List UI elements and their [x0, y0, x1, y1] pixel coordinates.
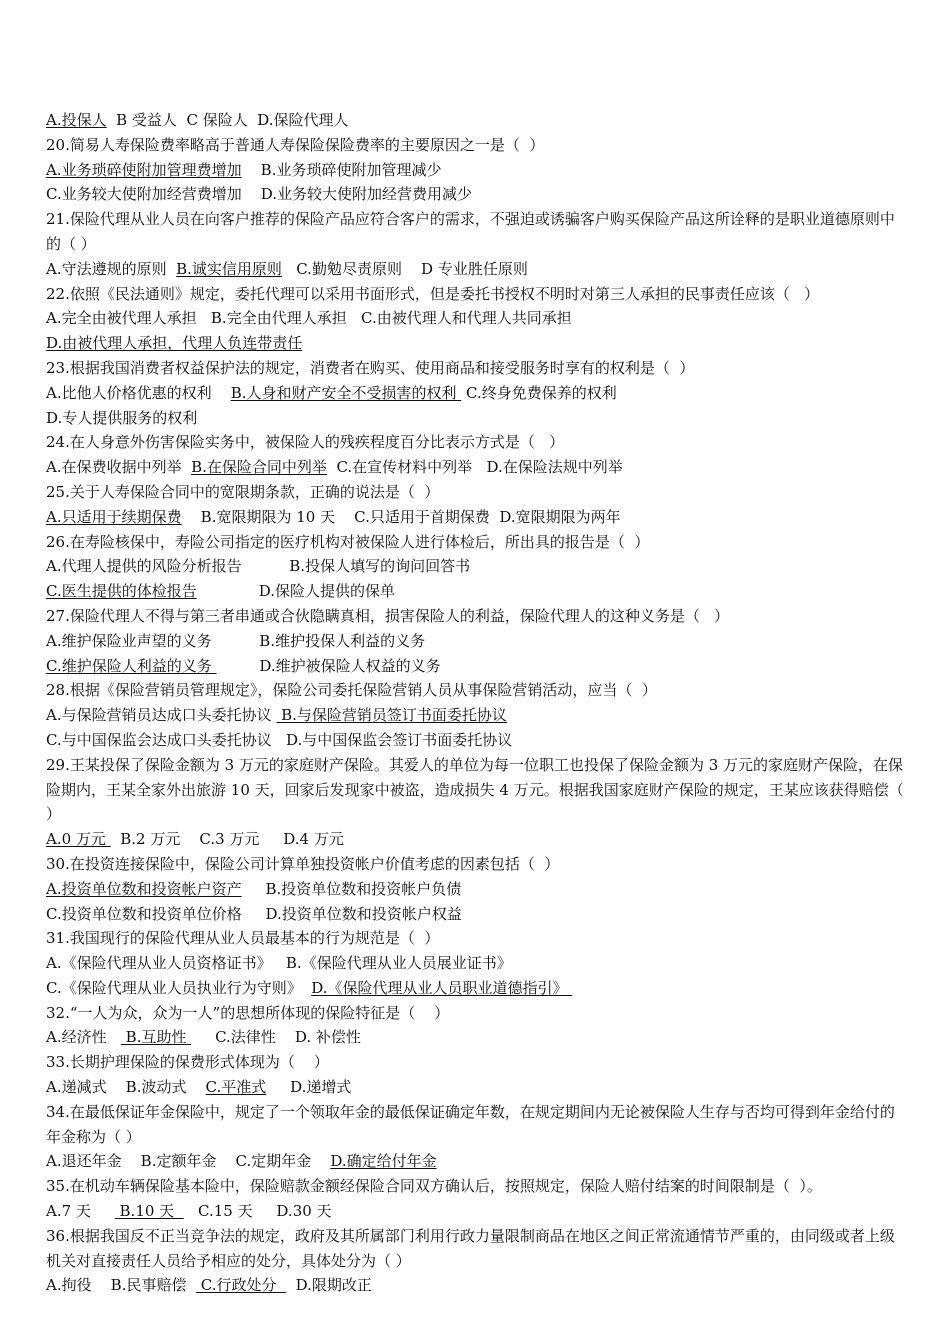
text-segment: 21.保险代理从业人员在向客户推荐的保险产品应符合客户的需求，不强迫或诱骗客户购买保险产品这所诠释的是职业道德原则中的（ ） — [46, 210, 895, 253]
text-line — [46, 976, 908, 1001]
text-line — [46, 1050, 908, 1075]
answer-underlined: A.投保人 — [46, 111, 107, 129]
answer-underlined: C.平准式 — [205, 1078, 267, 1097]
text-line — [46, 158, 908, 183]
text-line — [46, 331, 908, 356]
text-line — [46, 1149, 908, 1174]
text-segment: A.完全由被代理人承担 B.完全由代理人承担 C.由被代理人和代理人共同承担 — [46, 309, 572, 328]
text-line — [46, 182, 908, 207]
text-line — [46, 455, 908, 480]
text-line — [46, 753, 908, 827]
text-line — [46, 108, 908, 133]
text-segment: 36.根据我国反不正当竞争法的规定，政府及其所属部门利用行政力量限制商品在地区之间正常流通情节严重的，由同级或者上级机关对直接责任人员给予相应的处分，具体处分为（ ） — [46, 1226, 895, 1270]
text-line — [46, 1273, 908, 1298]
text-segment: A.《保险代理从业人员资格证书》 B.《保险代理从业人员展业证书》 — [46, 954, 512, 973]
answer-underlined: B.互助性 — [120, 1028, 192, 1047]
text-segment: C.业务较大使附加经营费增加 D.业务较大使附加经营费用减少 — [46, 185, 473, 204]
answer-underlined: C.维护保险人利益的义务 — [46, 656, 217, 675]
text-line — [46, 530, 908, 555]
answer-underlined: A.业务琐碎使附加管理费增加 — [46, 160, 242, 179]
answer-underlined: D.《保险代理从业人员职业道德指引》 — [311, 978, 573, 997]
text-segment: 29.王某投保了保险金额为 3 万元的家庭财产保险。其爱人的单位为每一位职工也投保了保险金额为 3 万元的家庭财产保险，在保险期内，王某全家外出旅游 10 天，回家后发现家中被盗，造成损失 4 万元。根据我国家庭财产保险的规定，王某应该获得赔偿（ ） — [46, 755, 904, 824]
text-segment: B.2 万元 C.3 万元 D.4 万元 — [110, 830, 344, 849]
text-line — [46, 1224, 908, 1274]
text-line — [46, 406, 908, 431]
text-line — [46, 579, 908, 604]
answer-underlined: B.与保险营销员签订书面委托协议 — [276, 706, 507, 725]
text-segment: 25.关于人寿保险合同中的宽限期条款，正确的说法是（ ） — [46, 482, 440, 501]
text-segment: 24.在人身意外伤害保险实务中，被保险人的残疾程度百分比表示方式是（ ） — [46, 433, 565, 452]
text-segment: B 受益人 C 保险人 D.保险代理人 — [106, 111, 349, 129]
answer-underlined: C.医生提供的体检报告 — [46, 582, 197, 601]
text-line — [46, 1025, 908, 1050]
text-segment: C.法律性 D. 补偿性 — [191, 1028, 361, 1047]
text-segment: D.限期改正 — [286, 1276, 372, 1295]
text-segment: A.代理人提供的风险分析报告 B.投保人填写的询问回答书 — [46, 557, 471, 576]
text-line — [46, 282, 908, 307]
text-segment: C.在宣传材料中列举 D.在保险法规中列举 — [326, 458, 623, 477]
text-segment: B.宽限期限为 10 天 C.只适用于首期保费 D.宽限期限为两年 — [181, 507, 621, 526]
text-line — [46, 703, 908, 728]
answer-underlined: A.0 万元 — [46, 830, 111, 849]
text-segment: 26.在寿险核保中，寿险公司指定的医疗机构对被保险人进行体检后，所出具的报告是（ ） — [46, 532, 650, 551]
text-segment: 32.“一人为众，众为一人”的思想所体现的保险特征是（ ） — [46, 1003, 450, 1022]
text-segment: A.在保费收据中列举 — [46, 458, 192, 477]
text-segment: 34.在最低保证年金保险中，规定了一个领取年金的最低保证确定年数，在规定期间内无论被保险人生存与否均可得到年金给付的年金称为（ ） — [46, 1102, 895, 1146]
text-segment: A.比他人价格优惠的权利 — [46, 383, 231, 402]
text-segment: A.维护保险业声望的义务 B.维护投保人利益的义务 — [46, 631, 426, 650]
text-line — [46, 902, 908, 927]
text-line — [46, 306, 908, 331]
text-segment: D.专人提供服务的权利 — [46, 408, 198, 427]
text-segment: C.终身免费保养的权利 — [461, 383, 617, 402]
text-segment: 35.在机动车辆保险基本险中，保险赔款金额经保险合同双方确认后，按照规定，保险人赔付结案的时间限制是（ ）。 — [46, 1177, 822, 1196]
text-segment: 22.依照《民法通则》规定，委托代理可以采用书面形式，但是委托书授权不明时对第三人承担的民事责任应该（ ） — [46, 284, 820, 303]
document-body — [46, 108, 908, 1298]
text-segment: 30.在投资连接保险中，保险公司计算单独投资帐户价值考虑的因素包括（ ） — [46, 854, 560, 873]
text-line — [46, 926, 908, 951]
text-segment: 23.根据我国消费者权益保护法的规定，消费者在购买、使用商品和接受服务时享有的权利是（ ） — [46, 358, 695, 377]
text-line — [46, 1174, 908, 1199]
answer-underlined: C.行政处分 — [196, 1276, 287, 1295]
text-line — [46, 480, 908, 505]
text-line — [46, 654, 908, 679]
answer-underlined: B.人身和财产安全不受损害的权利 — [230, 383, 462, 402]
text-line — [46, 951, 908, 976]
text-segment: A.守法遵规的原则 — [46, 259, 177, 278]
text-segment: 20.简易人寿保险费率略高于普通人寿保险保险费率的主要原因之一是（ ） — [46, 135, 545, 154]
text-line — [46, 877, 908, 902]
text-line — [46, 678, 908, 703]
text-segment: A.与保险营销员达成口头委托协议 — [46, 706, 277, 725]
answer-underlined: D.由被代理人承担，代理人负连带责任 — [46, 334, 303, 353]
text-line — [46, 133, 908, 158]
answer-underlined: D.确定给付年金 — [330, 1152, 437, 1171]
text-line — [46, 827, 908, 852]
text-segment: A.拘役 B.民事赔偿 — [46, 1276, 197, 1295]
text-segment: A.7 天 — [46, 1202, 115, 1221]
text-segment: 31.我国现行的保险代理从业人员最基本的行为规范是（ ） — [46, 929, 440, 948]
answer-underlined: B.诚实信用原则 — [176, 259, 282, 278]
text-line — [46, 1199, 908, 1224]
text-line — [46, 1100, 908, 1150]
text-line — [46, 356, 908, 381]
answer-underlined: A.投资单位数和投资帐户资产 — [46, 879, 242, 898]
text-segment: D.保险人提供的保单 — [196, 582, 395, 601]
text-line — [46, 430, 908, 455]
text-line — [46, 505, 908, 530]
text-segment: 33.长期护理保险的保费形式体现为（ ） — [46, 1053, 329, 1072]
text-line — [46, 629, 908, 654]
text-segment: B.投资单位数和投资帐户负债 — [241, 879, 462, 898]
text-line — [46, 1075, 908, 1100]
text-segment: 28.根据《保险营销员管理规定》，保险公司委托保险营销人员从事保险营销活动，应当（ ） — [46, 681, 657, 700]
text-line — [46, 207, 908, 257]
text-segment: C.投资单位数和投资单位价格 D.投资单位数和投资帐户权益 — [46, 904, 462, 923]
text-segment: A.经济性 — [46, 1028, 121, 1047]
text-segment: C.与中国保监会达成口头委托协议 D.与中国保监会签订书面委托协议 — [46, 730, 513, 749]
text-line — [46, 381, 908, 406]
text-segment: D.维护被保险人权益的义务 — [216, 656, 441, 675]
text-segment: C.《保险代理从业人员执业行为守则》 — [46, 978, 312, 997]
text-segment: C.15 天 D.30 天 — [183, 1202, 332, 1221]
text-segment: A.退还年金 B.定额年金 C.定期年金 — [46, 1152, 331, 1171]
text-segment: C.勤勉尽责原则 D 专业胜任原则 — [281, 259, 528, 278]
text-line — [46, 554, 908, 579]
text-line — [46, 257, 908, 282]
text-segment: A.递减式 B.波动式 — [46, 1078, 206, 1097]
text-line — [46, 1001, 908, 1026]
text-line — [46, 604, 908, 629]
text-line — [46, 852, 908, 877]
answer-underlined: B.10 天 — [114, 1202, 184, 1221]
text-segment: D.递增式 — [266, 1078, 352, 1097]
text-line — [46, 728, 908, 753]
text-segment: 27.保险代理人不得与第三者串通或合伙隐瞒真相，损害保险人的利益，保险代理人的这种义务是（ ） — [46, 606, 730, 625]
text-segment: B.业务琐碎使附加管理减少 — [241, 160, 442, 179]
answer-underlined: A.只适用于续期保费 — [46, 507, 182, 526]
answer-underlined: B.在保险合同中列举 — [191, 458, 327, 477]
